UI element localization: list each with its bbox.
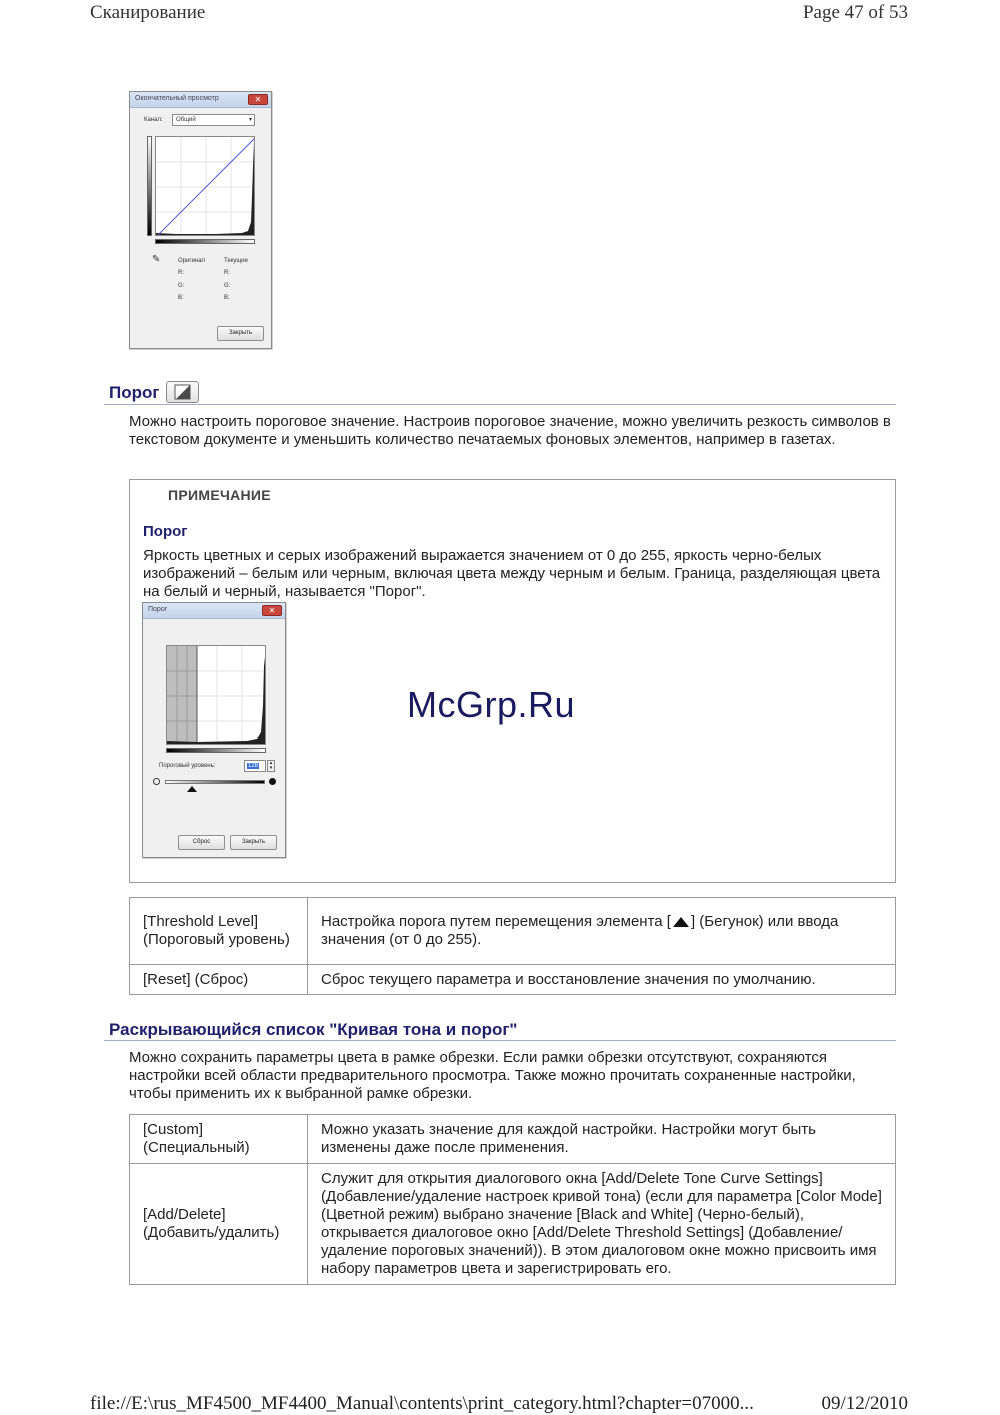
tone-curve-graph: [156, 137, 255, 236]
threshold-histogram: [167, 646, 266, 745]
threshold-level-value: 128: [248, 763, 259, 769]
dialog-title-bar: [143, 603, 285, 619]
note-subheading: Порог: [143, 523, 188, 540]
col-original-label: Оригинал: [178, 258, 206, 264]
histogram-area: [155, 136, 255, 236]
close-icon[interactable]: ✕: [262, 605, 282, 616]
note-text: Яркость цветных и серых изображений выражается значением от 0 до 255, яркость черно-белых изображений – белым или черным, включая цвета между черным и белым. Граница, разделяющая цвета на белый и черный, называется "Порог".: [143, 547, 881, 600]
threshold-level-input[interactable]: [244, 760, 266, 772]
section-title-tone-curve: Раскрывающийся список "Кривая тона и порог": [109, 1020, 518, 1039]
eyedropper-icon[interactable]: ✎: [152, 254, 161, 265]
threshold-spinner[interactable]: ▴ ▾: [267, 760, 275, 772]
section-title-text: Порог: [109, 383, 160, 402]
table-cell-name: [Add/Delete] (Добавить/удалить): [130, 1164, 308, 1285]
close-button[interactable]: Закрыть: [230, 835, 277, 850]
table-row: [130, 1164, 896, 1285]
section-divider: [104, 404, 896, 405]
footer-date: 09/12/2010: [821, 1393, 908, 1414]
threshold-settings-table: [129, 897, 896, 995]
threshold-description: Можно настроить пороговое значение. Настроив пороговое значение, можно увеличить резкость символов в текстовом документе и уменьшить количество печатаемых фоновых элементов, например в газетах.: [129, 413, 891, 448]
threshold-dialog: [142, 602, 286, 858]
dialog-title-bar: [130, 92, 271, 108]
table-cell-desc: [308, 898, 896, 965]
tone-curve-options-table: [129, 1114, 896, 1285]
slider-thumb-icon[interactable]: [187, 786, 197, 792]
watermark: McGrp.Ru: [407, 684, 576, 725]
dialog-title: Порог: [148, 606, 168, 613]
output-gradient-bar: [147, 136, 152, 236]
dialog-title: Окончательный просмотр: [135, 95, 219, 102]
cur-r-label: R:: [224, 270, 230, 276]
final-review-dialog: [129, 91, 272, 349]
table-cell-desc: Сброс текущего параметра и восстановление значения по умолчанию.: [308, 965, 896, 995]
note-heading: ПРИМЕЧАНИЕ: [168, 487, 271, 503]
section-divider: [104, 1040, 896, 1041]
table-cell-name: [Custom] (Специальный): [130, 1115, 308, 1164]
chevron-down-icon: ▾: [248, 117, 252, 123]
tone-curve-description: Можно сохранить параметры цвета в рамке обрезки. Если рамки обрезки отсутствуют, сохраняются настройки всей области предварительного просмотра. Также можно прочитать сохраненные настройки, чтобы применить их к выбранной рамке обрезки.: [129, 1049, 856, 1102]
desc-part: Настройка порога путем перемещения элемента [: [321, 913, 671, 930]
black-point-icon: [269, 778, 276, 785]
orig-g-label: G:: [178, 283, 185, 289]
white-point-icon: [153, 778, 160, 785]
footer-file-path: file://E:\rus_MF4500_MF4400_Manual\contents\print_category.html?chapter=07000...: [90, 1393, 754, 1414]
orig-r-label: R:: [178, 270, 184, 276]
close-icon[interactable]: ✕: [248, 94, 268, 105]
histogram-area: [166, 645, 266, 745]
page-number: Page 47 of 53: [802, 2, 908, 23]
table-row: [130, 965, 896, 995]
cur-g-label: G:: [224, 283, 231, 289]
page-header-title: Сканирование: [90, 2, 206, 23]
gradient-bar: [166, 748, 266, 753]
slider-thumb-icon: [673, 917, 689, 927]
table-row: [130, 898, 896, 965]
table-cell-desc: Служит для открытия диалогового окна [Add/Delete Tone Curve Settings] (Добавление/удаление настроек кривой тона) (если для параметра [Color Mode] (Цветной режим) выбрано значение [Black and White] (Черно-белый), открывается диалоговое окно [Add/Delete Threshold Settings] (Добавление/удаление пороговых значений)). В этом диалоговом окне можно присвоить имя набору параметров цвета и зарегистрировать его.: [308, 1164, 896, 1285]
section-title-threshold: [109, 381, 199, 403]
cur-b-label: B:: [224, 295, 230, 301]
threshold-level-label: Пороговый уровень:: [159, 763, 216, 769]
threshold-slider-track[interactable]: [165, 780, 265, 784]
desc-part: ] (Бегунок) или ввода значения (от 0 до 255).: [321, 913, 839, 948]
col-current-label: Текущие: [224, 258, 248, 264]
channel-select-value: Общий: [176, 117, 196, 123]
table-cell-desc: Можно указать значение для каждой настройки. Настройки могут быть изменены даже после применения.: [308, 1115, 896, 1164]
orig-b-label: B:: [178, 295, 184, 301]
channel-label: Канал:: [144, 117, 163, 123]
table-cell-name: [Threshold Level] (Пороговый уровень): [130, 898, 308, 965]
close-button[interactable]: Закрыть: [217, 326, 264, 341]
threshold-icon: [166, 381, 199, 403]
reset-button[interactable]: Сброс: [178, 835, 225, 850]
input-gradient-bar: [155, 239, 255, 244]
table-cell-name: [Reset] (Сброс): [130, 965, 308, 995]
table-row: [130, 1115, 896, 1164]
channel-select[interactable]: [172, 114, 255, 126]
